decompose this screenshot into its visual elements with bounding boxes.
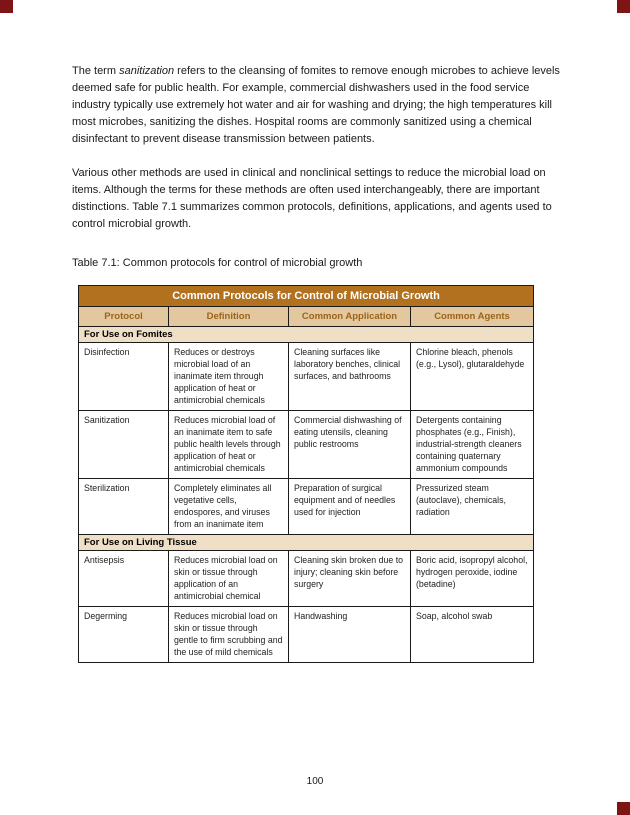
cell-application: Cleaning surfaces like laboratory benches, clinical surfaces, and bathrooms — [289, 343, 411, 411]
cell-protocol: Sterilization — [79, 479, 169, 535]
paragraph-text-pre: The term — [72, 65, 120, 77]
section-row — [79, 327, 534, 343]
paragraph-methods: Various other methods are used in clinical and nonclinical settings to reduce the microbial load on items. Although the terms for these methods are often used interchangeably, there are important distinctions. Table 7.1 summarizes common protocols, definitions, applications, and agents used to control microbial growth. — [72, 167, 552, 230]
column-header-row — [79, 307, 534, 327]
table-title-row — [79, 286, 534, 307]
section-label: For Use on Living Tissue — [79, 535, 534, 551]
column-header-common-application: Common Application — [289, 307, 411, 327]
corner-marker-top-right — [617, 0, 630, 13]
paragraph-sanitization — [72, 63, 564, 148]
table-row — [79, 607, 534, 663]
cell-protocol: Sanitization — [79, 411, 169, 479]
cell-agents: Boric acid, isopropyl alcohol, hydrogen peroxide, iodine (betadine) — [411, 551, 534, 607]
cell-definition: Reduces microbial load of an inanimate item to safe public health levels through application of heat or antimicrobial chemicals — [169, 411, 289, 479]
cell-application: Commercial dishwashing of eating utensils, cleaning public restrooms — [289, 411, 411, 479]
cell-application: Handwashing — [289, 607, 411, 663]
cell-definition: Reduces or destroys microbial load of an inanimate item through application of heat or antimicrobial chemicals — [169, 343, 289, 411]
cell-protocol: Antisepsis — [79, 551, 169, 607]
cell-agents: Soap, alcohol swab — [411, 607, 534, 663]
italic-term: sanitization — [119, 65, 175, 77]
column-header-protocol: Protocol — [79, 307, 169, 327]
corner-marker-top-left — [0, 0, 13, 13]
section-row — [79, 535, 534, 551]
paragraph-text-post: refers to the cleansing of fomites to remove enough microbes to achieve levels deemed safe for public health. For example, commercial dishwashers used in the food service industry typically use extremely hot water and air for washing and drying; the high temperatures kill most microbes, sanitizing the dishes. Hospital rooms are commonly sanitized using a chemical disinfectant to prevent disease transmission between patients. — [72, 65, 560, 145]
table-caption: Table 7.1: Common protocols for control of microbial growth — [72, 257, 363, 269]
cell-application: Preparation of surgical equipment and of needles used for injection — [289, 479, 411, 535]
cell-definition: Reduces microbial load on skin or tissue through gentle to firm scrubbing and the use of mild chemicals — [169, 607, 289, 663]
page-number: 100 — [306, 776, 324, 787]
table-row — [79, 343, 534, 411]
cell-agents: Detergents containing phosphates (e.g., Finish), industrial-strength cleaners containing quaternary ammonium compounds — [411, 411, 534, 479]
corner-marker-bottom-right — [617, 802, 630, 815]
column-header-definition: Definition — [169, 307, 289, 327]
cell-definition: Completely eliminates all vegetative cells, endospores, and viruses from an inanimate item — [169, 479, 289, 535]
cell-definition: Reduces microbial load on skin or tissue through application of an antimicrobial chemical — [169, 551, 289, 607]
cell-application: Cleaning skin broken due to injury; cleaning skin before surgery — [289, 551, 411, 607]
table-row — [79, 411, 534, 479]
cell-protocol: Disinfection — [79, 343, 169, 411]
cell-protocol: Degerming — [79, 607, 169, 663]
cell-agents: Chlorine bleach, phenols (e.g., Lysol), glutaraldehyde — [411, 343, 534, 411]
column-header-common-agents: Common Agents — [411, 307, 534, 327]
section-label: For Use on Fomites — [79, 327, 534, 343]
table-row — [79, 479, 534, 535]
table-title: Common Protocols for Control of Microbial Growth — [79, 286, 534, 307]
page-content — [72, 63, 564, 663]
table-row — [79, 551, 534, 607]
cell-agents: Pressurized steam (autoclave), chemicals, radiation — [411, 479, 534, 535]
protocols-table — [78, 285, 534, 663]
